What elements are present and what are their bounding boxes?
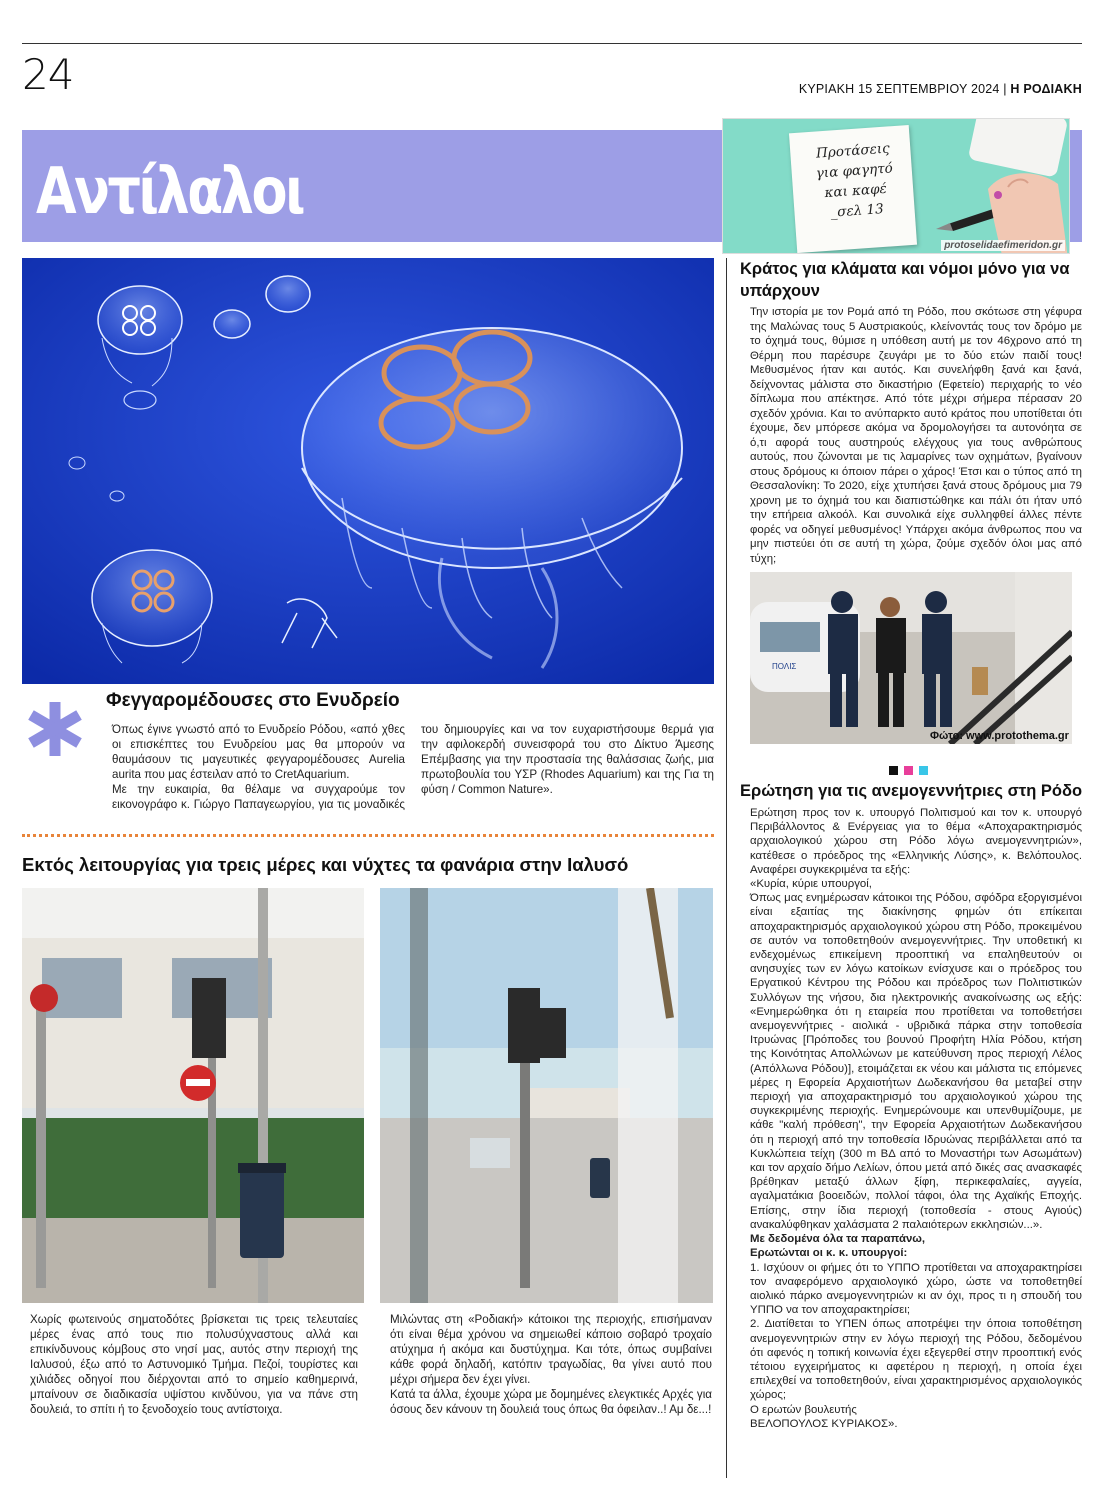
promo-box[interactable] [722, 118, 1070, 254]
wind-salutation: «Κυρία, κύριε υπουργοί, [750, 878, 872, 891]
ialysos-column-2-paragraph-2: Κατά τα άλλα, έχουμε χώρα με δομημένες ελεγκτικές Αρχές για όσους δεν κάνουν τη δουλειά τους όπως θα όφειλαν..! Αμ δε...! [390, 1388, 712, 1416]
wind-bold-1: Με δεδομένα όλα τα παραπάνω, [750, 1233, 926, 1246]
promo-credit: protoselidaefimeridon.gr [941, 240, 1065, 251]
section-title: Αντίλαλοι [36, 155, 304, 229]
kratos-headline: Κράτος για κλάματα και νόμοι μόνο για να υπάρχουν [740, 260, 1070, 300]
jellyfish-body [112, 722, 714, 822]
page-meta [799, 82, 1082, 96]
ialysos-column-1: Χωρίς φωτεινούς σηματοδότες βρίσκεται τις τρεις τελευταίες μέρες ένας από τους πιο πολυσύχναστους αλλά και επικίνδυνους κόμβους στο νησί μας, αυτός στην περιοχή της Ιαλυσού, έξω από το Αστυνομικό Τμήμα. Πεζοί, τουρίστες και χιλιάδες οδηγοί που διέρχονται από το σημείο καθημερινά, μπαίνουν σε διαδικασία υψίστου κινδύνου, για να πάνε στη δουλειά, το σπίτι ή το ξενοδοχείο τους αντίστοιχα. [30, 1313, 358, 1416]
wind-signature-name: ΒΕΛΟΠΟΥΛΟΣ ΚΥΡΙΑΚΟΣ». [750, 1417, 898, 1430]
traffic-light-photo-1 [22, 888, 364, 1303]
ialysos-column-2 [390, 1312, 712, 1417]
top-rule [22, 43, 1082, 44]
paper-name: Η ΡΟΔΙΑΚΗ [1010, 82, 1082, 96]
police-arrest-photo [750, 572, 1072, 744]
jellyfish-headline: Φεγγαρομέδουσες στο Ενυδρείο [106, 690, 400, 711]
traffic-light-photo-2 [380, 888, 713, 1303]
column-divider [726, 258, 727, 1478]
wind-signature-title: Ο ερωτών βουλευτής [750, 1403, 857, 1416]
kratos-body: Την ιστορία με τον Ρομά από τη Ρόδο, που σκότωσε στη γέφυρα της Μαλώνας τους 5 Αυστριακούς, κλείνοντάς τους τον δρόμο με το όχημά τους, θύμισε η υπόθεση αυτή με τον 46χρονο από τη Θέρμη που παρέσυρε ζευγάρι με το δύο ετών παιδί τους! Μεθυσμένος ήταν και αυτός. Και συνελήφθη ξανά και ξανά, δείχνοντας μάλιστα στο δικαστήριο (Εφετείο) περιχαρής το νέο δίπλωμα που απέκτησε. Από τότε μέχρι σήμερα πέρασαν 20 σχεδόν χρόνια. Και το ανύπαρκτο αυτό κράτος που υποτίθεται ότι έχουμε, δεν μπόρεσε ακόμα να δρομολογήσει τα αυτονόητα σε ό,τι αφορά τους αυστηρούς ελέγχους για τους ανθρώπους αυτούς, που ζώνονται με τις λαμαρίνες των οχημάτων, βγαίνουν στους δρόμους κι όποιον πάρει ο χάρος! Έτσι και ο τύπος από τη Θεσσαλονίκη: Το 2020, είχε χτυπήσει ξανά στους δρόμους μια 79 χρονη με το όχημά του και διαπιστώθηκε και πάλι ότι ήταν υπό την επήρεια αλκοόλ. Και συνολικά είχε συλληφθεί άλλες πέντε φορές να οδηγεί μεθυσμένος! Υπάρχει ακόμα άνθρωπος που να μην πιστεύει ότι σε αυτή τη χώρα, ζούμε σχεδόν όλοι μας από τύχη; [750, 306, 1082, 565]
meta-separator: | [1003, 82, 1007, 96]
wind-body [750, 806, 1082, 1431]
promo-card-text: Προτάσεις για φαγητό και καφέ _σελ 13 [815, 140, 894, 221]
jellyfish-photo [22, 258, 714, 684]
jellyfish-paragraph-1: Όπως έγινε γνωστό από το Ενυδρείο Ρόδου, «από χθες οι επισκέπτες του Ενυδρείου μας θα μπορούν να θαυμάσουν τις μαγευτικές φεγγαρομέδουσες Aurelia aurita που μας έστειλαν από το CretAquarium. [112, 723, 405, 781]
page-number: 24 [22, 50, 74, 99]
ialysos-column-2-paragraph-1: Μιλώντας στη «Ροδιακή» κάτοικοι της περιοχής, επισήμαναν ότι είναι θέμα χρόνου να σημειωθεί κάποιο σοβαρό τροχαίο ατύχημα ή ακόμα και δυστύχημα. Και τότε, όπως συμβαίνει κάθε φορά δηλαδή, κατόπιν τραγωδίας, θα γίνει αυτό που μέχρι σήμερα δεν έχει γίνει. [390, 1313, 712, 1386]
hand-pen-icon [928, 149, 1068, 254]
jellyfish-paragraph-2: Με την ευκαιρία, θα θέλαμε να συγχαρούμε τον εικονογράφο κ. Γιώργο Παπαγεωργίου, για τις μοναδικές του δημιουργίες και να τον ευχαριστήσουμε θερμά για την αφιλοκερδή συνεισφορά του στο Δίκτυο Άμεσης Επέμβασης για την προστασία της θαλάσσιας ζωής, μια πρωτοβουλία του ΥΣΡ (Rhodes Aquarium) και της Για τη φύση / Common Nature». [112, 723, 714, 811]
date-line: ΚΥΡΙΑΚΗ 15 ΣΕΠΤΕΜΒΡΙΟΥ 2024 [798, 82, 1000, 96]
wind-main: Όπως μας ενημέρωσαν κάτοικοι της Ρόδου, σφόδρα εξοργισμένοι είναι εξαιτίας της διακίνησης φημών ότι επίκειται αποχαρακτηρισμός αρχαιολογικού χώρου στη Ρόδο, προκειμένου σε αυτόν να τοποθετηθούν ανεμογεννήτριες. Την υποθετική κι ενδεχομένως επικείμενη προοπτική να επαληθευτούν οι ανησυχίες των εν λόγω κατοίκων ενίσχυσε και ο πρόεδρος του Εργατικού Κέντρου της Ρόδου και πρόεδρος των Πολιτιστικών Συλλόγων της νήσου, δια ηλεκτρονικής ανακοίνωσης ως εξής: «Ενημερώθηκα ότι η εταιρεία που προτίθεται να τοποθετήσει ανεμογεννήτριες - αιολικά - υβριδικά πάρκα στην τοποθεσία Ιτρυώνας [Πρόποδες του βουνού Προφήτη Ηλία Ρόδου, κτήση της Κοινότητας Απολλώνων με κατεύθυνση προς περιοχή Λέλος (Απόλλωνα Ρόδου)], ετοιμάζεται εκ νέου και μάλιστα τις επόμενες μέρες η Εφορεία Αρχαιοτήτων Δωδεκανήσου θα μεταβεί στην περιοχή για αποχαρακτηρισμό του αρχαιολογικού χώρου της συγκεκριμένης περιοχής. Ενημερώνουμε και υπενθυμίζουμε, με κάθε "καλή πρόθεση", την Εφορεία Αρχαιοτήτων Δωδεκανήσου ότι η περιοχή από την τοποθεσία Ιδρυώνας περιβάλλεται από τα Κυκλώπεια τείχη (300 m ΒΔ από το Μοναστήρι των Ασωμάτων) και τον αρχαίο δήμο Λελίων, όπου μετά από δικές σας ανασκαφές βρέθηκαν μεταξύ άλλων ξίφη, περικεφαλαίες, αγγεία, αγαλματάκια βοοειδών, πολλοί τάφοι, όλα της Αχαϊκής Εποχής. Επίσης, στην ίδια περιοχή (τοποθεσία - στους Αγιούς) ανακαλύφθηκαν χαλάσματα 2 παλαιότερων εκκλησιών...». [750, 892, 1082, 1231]
wind-question-2: 2. Διατίθεται το ΥΠΕΝ όπως αποτρέψει την όποια τοποθέτηση ανεμογεννητριών στην εν λόγω περιοχή της Ρόδου, δεδομένου ότι αφενός η τοπική κοινωνία έχει εξεγερθεί στην προοπτική ενός τέτοιου εγχειρήματος κι αφετέρου η περιοχή, η οποία έχει επιλεχθεί να τοποθετηθούν, είναι χαρακτηρισμένος αρχαιολογικός χώρος; [750, 1318, 1082, 1402]
wind-bold-2: Ερωτώνται οι κ. κ. υπουργοί: [750, 1247, 908, 1260]
wind-headline: Ερώτηση για τις ανεμογεννήτριες στη Ρόδο [740, 782, 1083, 800]
color-squares-icon [889, 766, 935, 775]
asterisk-icon [26, 700, 84, 758]
dotted-divider [22, 834, 714, 837]
police-car-label: ΠΟΛΙΣ [772, 662, 797, 671]
wind-intro: Ερώτηση προς τον κ. υπουργό Πολιτισμού και τον κ. υπουργό Περιβάλλοντος & Ενέργειας για το θέμα «Αποχαρακτηρισμός αρχαιολογικού χώρου στη Ρόδο λόγω ανεμογεννητριών», κατέθεσε ο πρόεδρος της «Ελληνικής Λύσης», κ. Βελόπουλος. Αναφέρει συγκεκριμένα τα εξής: [750, 807, 1082, 876]
ialysos-headline: Εκτός λειτουργίας για τρεις μέρες και νύχτες τα φανάρια στην Ιαλυσό [22, 854, 629, 875]
photo-credit: Φώτο: www.protothema.gr [930, 730, 1069, 742]
wind-question-1: 1. Ισχύουν οι φήμες ότι το ΥΠΠΟ προτίθεται να αποχαρακτηρίσει τον αναφερόμενο αρχαιολογικό χώρο, ώστε να τοποθετηθεί αιολικό πάρκο ανεμογεννητριών κι αν όχι, προς τι η σπουδή του ΥΠΠΟ να τον αποχαρακτηρίσει; [750, 1261, 1082, 1317]
